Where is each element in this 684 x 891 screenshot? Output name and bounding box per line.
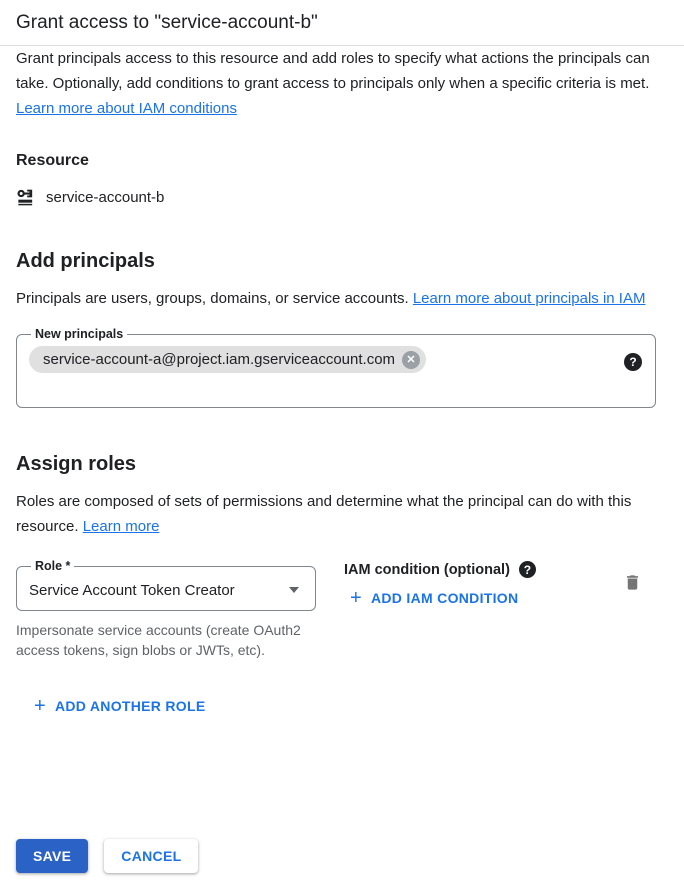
- condition-column: [316, 559, 656, 660]
- assign-roles-heading: Assign roles: [16, 453, 137, 475]
- add-iam-condition-button[interactable]: [350, 590, 518, 606]
- arrow-drop-down-icon: [289, 587, 299, 593]
- add-iam-condition-label: ADD IAM CONDITION: [370, 590, 519, 606]
- save-button[interactable]: SAVE: [16, 839, 88, 873]
- dialog-footer: [16, 839, 198, 873]
- delete-role-button[interactable]: [623, 573, 642, 595]
- add-another-role-button[interactable]: [34, 698, 206, 714]
- resource-heading: Resource: [16, 152, 89, 169]
- principal-chip-label: service-account-a@project.iam.gserviceaccount.com: [43, 351, 396, 368]
- role-help-text: Impersonate service accounts (create OAuth2 access tokens, sign blobs or JWTs, etc).: [16, 622, 301, 658]
- role-label: Role *: [35, 559, 71, 573]
- help-icon[interactable]: ?: [519, 561, 536, 578]
- assign-roles-text: Roles are composed of sets of permissions and determine what the principal can do with this resource.: [16, 493, 632, 535]
- new-principals-field[interactable]: [16, 327, 656, 408]
- assign-roles-description: [16, 489, 656, 539]
- close-icon[interactable]: [402, 351, 420, 369]
- add-principals-description: [16, 286, 656, 311]
- condition-label: IAM condition (optional): [344, 561, 510, 578]
- roles-learn-more-link[interactable]: Learn more: [82, 518, 160, 535]
- new-principals-label: New principals: [35, 327, 124, 341]
- condition-label-row: [344, 561, 656, 578]
- cancel-button[interactable]: CANCEL: [104, 839, 198, 873]
- dialog-body: [0, 46, 684, 717]
- role-select[interactable]: [16, 559, 316, 611]
- add-another-role-label: ADD ANOTHER ROLE: [54, 698, 206, 714]
- new-principals-input[interactable]: [29, 342, 643, 397]
- dialog-title: Grant access to "service-account-b": [16, 12, 318, 33]
- resource-row: [16, 187, 656, 207]
- add-principals-heading: Add principals: [16, 250, 155, 272]
- intro-paragraph: [16, 46, 656, 121]
- delete-icon: [623, 580, 642, 595]
- add-principals-text: Principals are users, groups, domains, or service accounts.: [16, 290, 413, 307]
- intro-text: Grant principals access to this resource and add roles to specify what actions the principals can take. Optionally, add conditions to grant access to principals only when a specific criteria is met.: [16, 50, 650, 92]
- iam-conditions-link[interactable]: Learn more about IAM conditions: [16, 100, 237, 117]
- role-select-row[interactable]: [29, 574, 303, 604]
- dialog-header: [0, 0, 684, 46]
- service-account-icon: [16, 187, 36, 207]
- principal-chip[interactable]: [29, 346, 426, 373]
- plus-icon: [350, 590, 362, 606]
- role-value: Service Account Token Creator: [29, 581, 235, 599]
- plus-icon: [34, 698, 46, 714]
- role-row: [16, 559, 656, 660]
- help-icon[interactable]: ?: [624, 353, 642, 371]
- principals-learn-more-link[interactable]: Learn more about principals in IAM: [412, 290, 646, 307]
- role-column: [16, 559, 316, 660]
- resource-name: service-account-b: [46, 188, 165, 206]
